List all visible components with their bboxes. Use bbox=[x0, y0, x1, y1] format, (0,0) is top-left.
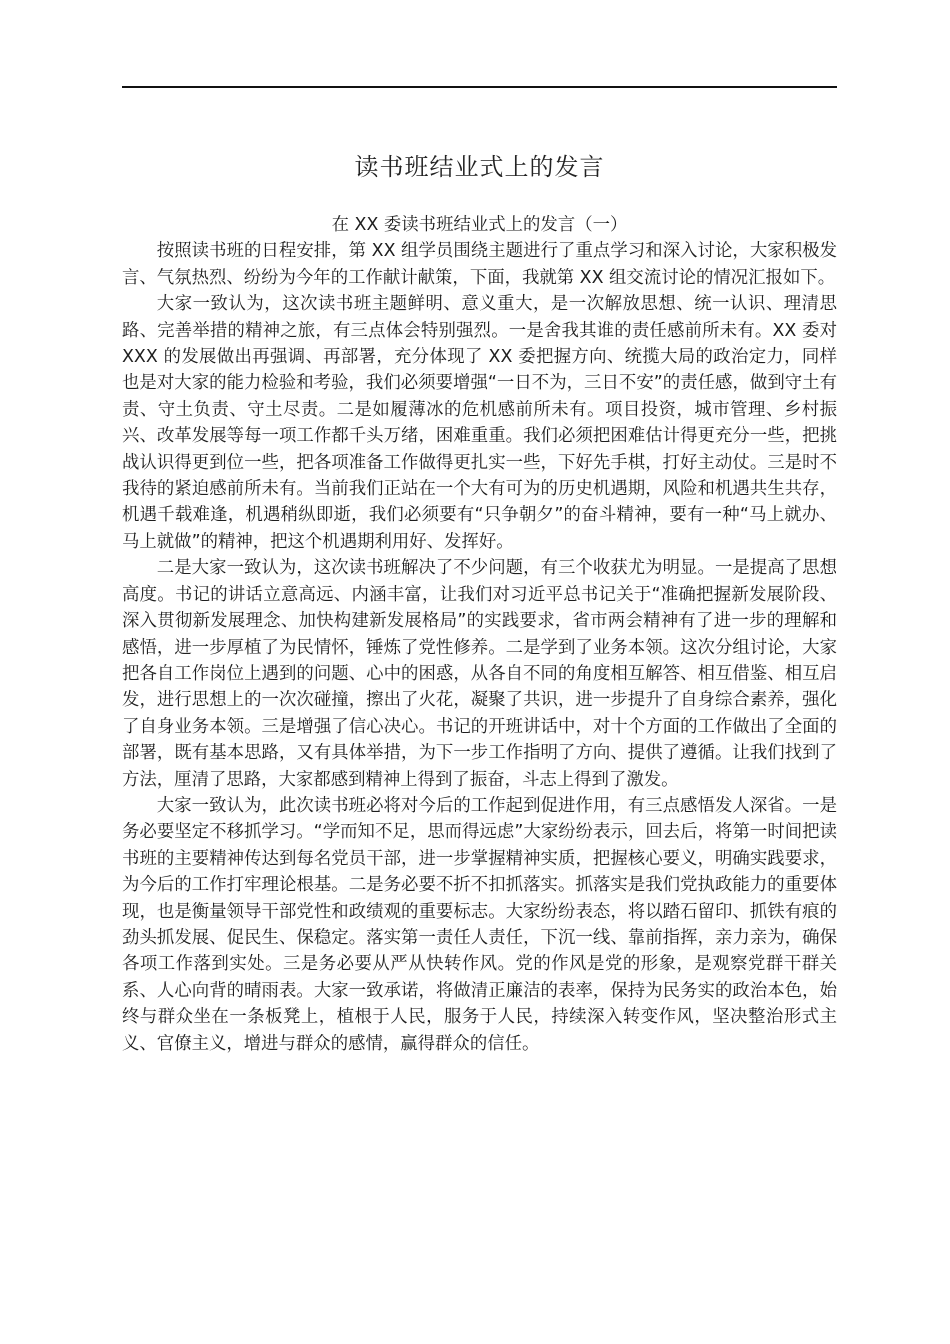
document-body bbox=[122, 212, 837, 1057]
paragraph-gains: 二是大家一致认为，这次读书班解决了不少问题，有三个收获尤为明显。一是提高了思想高度。书记的讲话立意高远、内涵丰富，让我们对习近平总书记关于“准确把握新发展阶段、深入贯彻新发展理念、加快构建新发展格局”的实践要求，省市两会精神有了进一步的理解和感悟，进一步厚植了为民情怀，锤炼了党性修养。二是学到了业务本领。这次分组讨论，大家把各自工作岗位上遇到的问题、心中的困惑，从各自不同的角度相互解答、相互借鉴、相互启发，进行思想上的一次次碰撞，擦出了火花，凝聚了共识，进一步提升了自身综合素养，强化了自身业务本领。三是增强了信心决心。书记的开班讲话中，对十个方面的工作做出了全面的部署，既有基本思路，又有具体举措，为下一步工作指明了方向、提供了遵循。让我们找到了方法，厘清了思路，大家都感到精神上得到了振奋，斗志上得到了激发。 bbox=[122, 558, 837, 790]
paragraph-sense-of-mission: 大家一致认为，这次读书班主题鲜明、意义重大，是一次解放思想、统一认识、理清思路、完善举措的精神之旅，有三点体会特别强烈。一是舍我其谁的责任感前所未有。XX 委对 XXX 的发展做出再强调、再部署，充分体现了 XX 委把握方向、统揽大局的政治定力，同样也是对大家的能力检验和考验，我们必须要增强“一日不为，三日不安”的责任感，做到守土有责、守土负责、守土尽责。二是如履薄冰的危机感前所未有。项目投资，城市管理、乡村振兴、改革发展等每一项工作都千头万绪，困难重重。我们必须把困难估计得更充分一些，把挑战认识得更到位一些，把各项准备工作做得更扎实一些，下好先手棋，打好主动仗。三是时不我待的紧迫感前所未有。当前我们正站在一个大有可为的历史机遇期，风险和机遇共生共存，机遇千载难逢，机遇稍纵即逝，我们必须要有“只争朝夕”的奋斗精神，要有一种“马上就办、马上就做”的精神，把这个机遇期利用好、发挥好。 bbox=[122, 294, 837, 552]
document-title: 读书班结业式上的发言 bbox=[354, 153, 605, 181]
document-subtitle: 在 XX 委读书班结业式上的发言（一） bbox=[331, 215, 628, 235]
paragraph-insights: 大家一致认为，此次读书班必将对今后的工作起到促进作用，有三点感悟发人深省。一是务必要坚定不移抓学习。“学而知不足，思而得远虑”大家纷纷表示，回去后，将第一时间把读书班的主要精神传达到每名党员干部，进一步掌握精神实质，把握核心要义，明确实践要求，为今后的工作打牢理论根基。二是务必要不折不扣抓落实。抓落实是我们党执政能力的重要体现，也是衡量领导干部党性和政绩观的重要标志。大家纷纷表态，将以踏石留印、抓铁有痕的劲头抓发展、促民生、保稳定。落实第一责任人责任，下沉一线、靠前指挥，亲力亲为，确保各项工作落到实处。三是务必要从严从快转作风。党的作风是党的形象，是观察党群干群关系、人心向背的晴雨表。大家一致承诺，将做清正廉洁的表率，保持为民务实的政治本色，始终与群众坐在一条板凳上，植根于人民，服务于人民，持续深入转变作风，坚决整治形式主义、官僚主义，增进与群众的感情，赢得群众的信任。 bbox=[122, 795, 837, 1054]
paragraph-intro: 按照读书班的日程安排，第 XX 组学员围绕主题进行了重点学习和深入讨论，大家积极发言、气氛热烈、纷纷为今年的工作献计献策，下面，我就第 XX 组交流讨论的情况汇报如下。 bbox=[122, 241, 837, 288]
header-rule bbox=[122, 86, 837, 88]
